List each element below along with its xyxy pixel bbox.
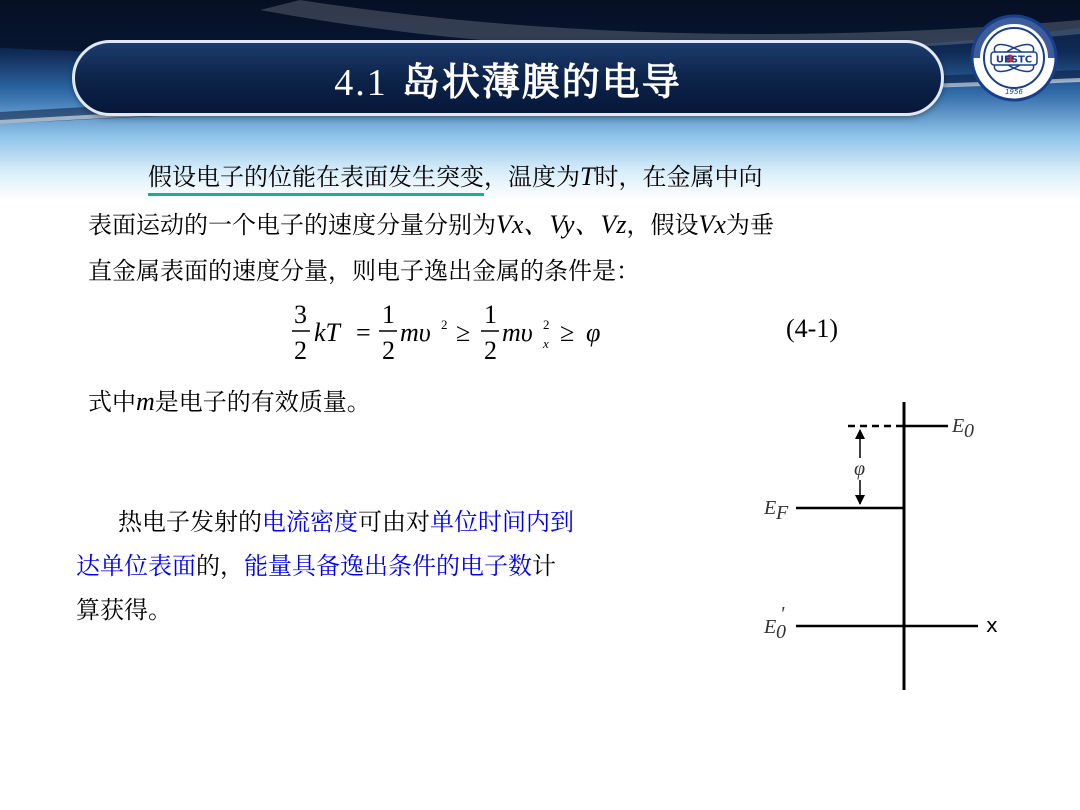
superscript-2: 2 (441, 317, 448, 332)
label-EF: E (764, 497, 777, 519)
current-density-term: 电流密度 (262, 508, 358, 536)
arrow-head-up (855, 429, 865, 439)
label-E0-prime: E (764, 616, 777, 638)
kT-term: kT (314, 318, 340, 347)
title-number: 4.1 (334, 61, 388, 104)
frac-a-denominator: 2 (294, 336, 307, 365)
label-E0: E (952, 415, 965, 437)
label-x-axis: x (986, 613, 998, 637)
label-E0-prime-sub: 0 (776, 621, 786, 643)
logo-text: UESTC (995, 54, 1033, 66)
electron-count-term: 能量具备逸出条件的电子数 (244, 552, 532, 580)
label-E0-sub: 0 (964, 420, 974, 442)
energy-level-diagram (740, 400, 1030, 700)
title-bar (72, 40, 944, 116)
velocity-x: Vx (698, 210, 726, 239)
thermionic-line-1: 热电子发射的电流密度可由对单位时间内到 (118, 508, 574, 536)
superscript-2b: 2 (543, 317, 550, 332)
geq-sign-1: ≥ (456, 318, 471, 347)
frac-c-denominator: 2 (484, 336, 497, 365)
intro-line-3: 直金属表面的速度分量，则电子逸出金属的条件是： (88, 257, 640, 285)
thermionic-line-2: 达单位表面的，能量具备逸出条件的电子数计 (76, 552, 556, 580)
thermionic-line-3: 算获得。 (76, 596, 172, 624)
equals-sign: = (356, 318, 371, 347)
escape-condition-formula (290, 296, 620, 370)
label-prime-mark: ' (780, 603, 785, 625)
variable-m: m (136, 387, 155, 416)
label-EF-sub: F (776, 502, 789, 524)
geq-sign-2: ≥ (560, 318, 575, 347)
intro-line-4: 式中m是电子的有效质量。 (88, 387, 371, 416)
unit-time-term: 单位时间内到 (430, 508, 574, 536)
logo-year: 1956 (1005, 88, 1023, 96)
mvx-term: mυ (502, 318, 533, 347)
velocity-components: Vx、Vy、Vz (496, 210, 627, 239)
unit-surface-term: 达单位表面 (76, 552, 196, 580)
underlined-phrase: 假设电子的位能在表面发生突变 (148, 163, 484, 196)
frac-c-numerator: 1 (484, 300, 497, 329)
frac-b-numerator: 1 (382, 300, 395, 329)
intro-line-2: 表面运动的一个电子的速度分量分别为Vx、Vy、Vz，假设Vx为垂 (88, 210, 774, 239)
subscript-x: x (543, 336, 549, 351)
variable-T: T (580, 162, 595, 191)
intro-line-1: 假设电子的位能在表面发生突变，温度为T时，在金属中向 (148, 157, 762, 192)
arrow-head-down (855, 495, 865, 505)
frac-a-numerator: 3 (294, 300, 307, 329)
label-phi: φ (854, 458, 866, 480)
frac-b-denominator: 2 (382, 336, 395, 365)
page-title (334, 51, 682, 106)
phi-symbol: φ (586, 318, 601, 347)
uestc-logo (970, 14, 1058, 102)
equation-number: (4-1) (786, 314, 838, 343)
title-text: 岛状薄膜的电导 (401, 59, 682, 104)
mv-term: mυ (400, 318, 431, 347)
